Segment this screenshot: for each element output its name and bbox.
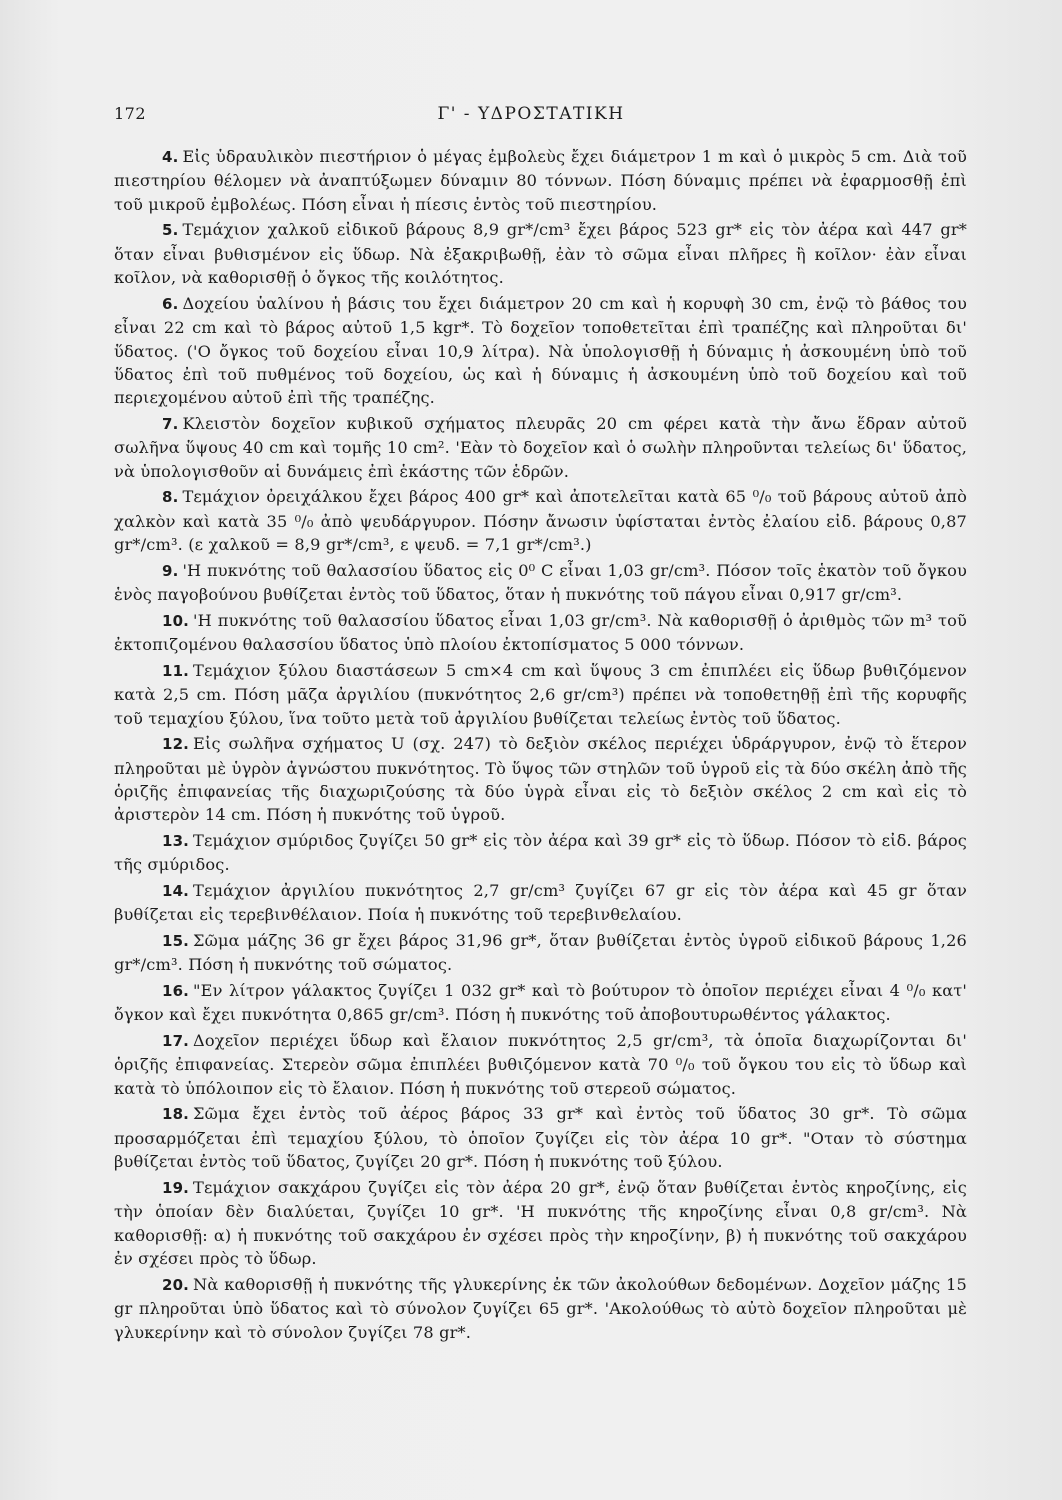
problem-text: Εἰς ὑδραυλικὸν πιεστήριον ὁ μέγας ἐμβολεὺς ἔχει διάμετρον 1 m καὶ ὁ μικρὸς 5 cm. Διὰ τοῦ πιεστηρίου θέλομεν νὰ ἀναπτύξωμεν δύναμιν 80 τόννων. Πόση δύναμις πρέπει νὰ ἐφαρμοσθῇ ἐπὶ τοῦ μικροῦ ἐμβολέως. Πόση εἶναι ἡ πίεσις ἐντὸς τοῦ πιεστηρίου. bbox=[114, 147, 967, 214]
problem-text: Τεμάχιον χαλκοῦ εἰδικοῦ βάρους 8,9 gr*/cm³ ἔχει βάρος 523 gr* εἰς τὸν ἀέρα καὶ 447 gr* ὅταν εἶναι βυθισμένον εἰς ὕδωρ. Νὰ ἐξακριβωθῇ, ἐὰν τὸ σῶμα εἶναι πλῆρες ἢ κοῖλον· ἐὰν εἶναι κοῖλον, νὰ καθορισθῇ ὁ ὄγκος τῆς κοιλότητος. bbox=[114, 220, 967, 288]
problem-number: 15. bbox=[162, 932, 190, 951]
problem-text: 'Η πυκνότης τοῦ θαλασσίου ὕδατος εἰς 0⁰ C εἶναι 1,03 gr/cm³. Πόσον τοῖς ἑκατὸν τοῦ ὄγκου ἑνὸς παγοβούνου βυθίζεται ἐντὸς τοῦ ὕδατος, ὅταν ἡ πυκνότης τοῦ πάγου εἶναι 0,917 gr/cm³. bbox=[114, 560, 967, 605]
problem-number: 9. bbox=[162, 561, 179, 580]
problem-16 bbox=[114, 979, 967, 1027]
problem-text: "Εν λίτρον γάλακτος ζυγίζει 1 032 gr* καὶ τὸ βούτυρον τὸ ὁποῖον περιέχει εἶναι 4 ⁰/₀ κατ' ὄγκον καὶ ἔχει πυκνότητα 0,865 gr/cm³. Πόση ἡ πυκνότης τοῦ ἀποβουτυρωθέντος γάλακτος. bbox=[114, 981, 967, 1025]
problem-text: Σῶμα μάζης 36 gr ἔχει βάρος 31,96 gr*, ὅταν βυθίζεται ἐντὸς ὑγροῦ εἰδικοῦ βάρους 1,26 gr*/cm³. Πόση ἡ πυκνότης τοῦ σώματος. bbox=[114, 931, 967, 975]
problem-text: Τεμάχιον ξύλου διαστάσεων 5 cm×4 cm καὶ ὕψους 3 cm ἐπιπλέει εἰς ὕδωρ βυθιζόμενον κατὰ 2,5 cm. Πόση μᾶζα ἀργιλίου (πυκνότητος 2,6 gr/cm³) πρέπει νὰ τοποθετηθῇ ἐπὶ τῆς κορυφῆς τοῦ τεμαχίου ξύλου, ἵνα τοῦτο μετὰ τοῦ ἀργιλίου βυθίζεται τελείως ἐντὸς τοῦ ὕδατος. bbox=[114, 660, 967, 728]
problem-number: 5. bbox=[162, 221, 179, 240]
problem-text: Σῶμα ἔχει ἐντὸς τοῦ ἀέρος βάρος 33 gr* καὶ ἐντὸς τοῦ ὕδατος 30 gr*. Τὸ σῶμα προσαρμόζεται ἐπὶ τεμαχίου ξύλου, τὸ ὁποῖον ζυγίζει εἰς τὸν ἀέρα 10 gr*. "Οταν τὸ σύστημα βυθίζεται ἐντὸς τοῦ ὕδατος, ζυγίζει 20 gr*. Πόση ἡ πυκνότης τοῦ ξύλου. bbox=[114, 1104, 967, 1172]
problem-number: 19. bbox=[162, 1178, 190, 1197]
problem-text: Τεμάχιον ὀρειχάλκου ἔχει βάρος 400 gr* καὶ ἀποτελεῖται κατὰ 65 ⁰/₀ τοῦ βάρους αὐτοῦ ἀπὸ χαλκὸν καὶ κατὰ 35 ⁰/₀ ἀπὸ ψευδάργυρον. Πόσην ἄνωσιν ὑφίσταται ἐντὸς ἐλαίου εἰδ. βάρους 0,87 gr*/cm³. (ε χαλκοῦ = 8,9 gr*/cm³, ε ψευδ. = 7,1 gr*/cm³.) bbox=[114, 487, 967, 555]
problem-7 bbox=[114, 412, 967, 483]
problem-20 bbox=[114, 1273, 967, 1344]
problem-6 bbox=[114, 292, 967, 410]
problem-text: Δοχείου ὑαλίνου ἡ βάσις του ἔχει διάμετρον 20 cm καὶ ἡ κορυφὴ 30 cm, ἐνῷ τὸ βάθος του εἶναι 22 cm καὶ τὸ βάρος αὐτοῦ 1,5 kgr*. Τὸ δοχεῖον τοποθετεῖται ἐπὶ τραπέζης καὶ πληροῦται δι' ὕδατος. ('Ο ὄγκος τοῦ δοχείου εἶναι 10,9 λίτρα). Νὰ ὑπολογισθῇ ἡ δύναμις ἡ ἀσκουμένη ὑπὸ τοῦ ὕδατος ἐπὶ τοῦ πυθμένος τοῦ δοχείου, ὡς καὶ ἡ δύναμις ἡ ἀσκουμένη ὑπὸ τοῦ δοχείου καὶ τοῦ περιεχομένου αὐτοῦ ἐπὶ τῆς τραπέζης. bbox=[114, 293, 967, 408]
problem-number: 17. bbox=[162, 1032, 190, 1051]
problem-text: Εἰς σωλῆνα σχήματος U (σχ. 247) τὸ δεξιὸν σκέλος περιέχει ὑδράργυρον, ἐνῷ τὸ ἕτερον πληροῦται μὲ ὑγρὸν ἀγνώστου πυκνότητος. Τὸ ὕψος τῶν στηλῶν τοῦ ὑγροῦ εἰς τὰ δύο σκέλη ἀπὸ τῆς ὁριζῆς ἐπιφανείας τῆς διαχωριζούσης τὰ δύο ὑγρὰ εἶναι εἰς τὸ δεξιὸν σκέλος 2 cm καὶ εἰς τὸ ἀριστερὸν 14 cm. Πόση ἡ πυκνότης τοῦ ὑγροῦ. bbox=[114, 734, 967, 825]
problem-18 bbox=[114, 1102, 967, 1173]
problem-number: 20. bbox=[162, 1275, 190, 1294]
running-head: Γ' - ΥΔΡΟΣΤΑΤΙΚΗ bbox=[437, 104, 625, 124]
problem-10 bbox=[114, 609, 967, 657]
problem-number: 4. bbox=[162, 148, 179, 166]
problem-5 bbox=[114, 218, 967, 289]
problem-13 bbox=[114, 829, 967, 877]
problem-15 bbox=[114, 929, 967, 977]
problem-9 bbox=[114, 559, 967, 607]
problem-text: 'Η πυκνότης τοῦ θαλασσίου ὕδατος εἶναι 1,03 gr/cm³. Νὰ καθορισθῇ ὁ ἀριθμὸς τῶν m³ τοῦ ἐκτοπιζομένου θαλασσίου ὕδατος ὑπὸ πλοίου ἐκτοπίσματος 5 000 τόννων. bbox=[114, 610, 967, 655]
problem-17 bbox=[114, 1029, 967, 1100]
problem-11 bbox=[114, 659, 967, 730]
problem-number: 12. bbox=[162, 735, 190, 754]
problem-number: 7. bbox=[162, 415, 179, 434]
problem-4 bbox=[114, 145, 967, 216]
problem-number: 11. bbox=[162, 661, 190, 680]
problem-number: 13. bbox=[162, 832, 190, 851]
problem-8 bbox=[114, 485, 967, 556]
problem-text: Τεμάχιον ἀργιλίου πυκνότητος 2,7 gr/cm³ ζυγίζει 67 gr εἰς τὸν ἀέρα καὶ 45 gr ὅταν βυθίζεται εἰς τερεβινθέλαιον. Ποία ἡ πυκνότης τοῦ τερεβινθελαίου. bbox=[114, 881, 967, 925]
problem-number: 10. bbox=[162, 611, 190, 630]
problem-number: 6. bbox=[162, 294, 179, 313]
problem-number: 18. bbox=[162, 1105, 190, 1124]
problem-text: Τεμάχιον σακχάρου ζυγίζει εἰς τὸν ἀέρα 20 gr*, ἐνῷ ὅταν βυθίζεται ἐντὸς κηροζίνης, εἰς τὴν ὁποίαν δὲν διαλύεται, ζυγίζει 10 gr*. 'Η πυκνότης τῆς κηροζίνης εἶναι 0,8 gr/cm³. Νὰ καθορισθῇ: α) ἡ πυκνότης τοῦ σακχάρου ἐν σχέσει πρὸς τὴν κηροζίνην, β) ἡ πυκνότης τοῦ σακχάρου ἐν σχέσει πρὸς τὸ ὕδωρ. bbox=[114, 1177, 967, 1269]
page-number: 172 bbox=[114, 104, 147, 123]
problem-text: Κλειστὸν δοχεῖον κυβικοῦ σχήματος πλευρᾶς 20 cm φέρει κατὰ τὴν ἄνω ἕδραν αὐτοῦ σωλῆνα ὕψους 40 cm καὶ τομῆς 10 cm². 'Εὰν τὸ δοχεῖον καὶ ὁ σωλὴν πληροῦνται τελείως δι' ὕδατος, νὰ ὑπολογισθοῦν αἱ δυνάμεις ἐπὶ ἑκάστης τῶν ἑδρῶν. bbox=[114, 414, 967, 481]
problem-list bbox=[114, 145, 967, 1346]
problem-text: Δοχεῖον περιέχει ὕδωρ καὶ ἔλαιον πυκνότητος 2,5 gr/cm³, τὰ ὁποῖα διαχωρίζονται δι' ὁριζῆς ἐπιφανείας. Στερεὸν σῶμα ἐπιπλέει βυθιζόμενον κατὰ 70 ⁰/₀ τοῦ ὄγκου του εἰς τὸ ὕδωρ καὶ κατὰ τὸ ὑπόλοιπον εἰς τὸ ἔλαιον. Πόση ἡ πυκνότης τοῦ στερεοῦ σώματος. bbox=[114, 1031, 967, 1098]
problem-number: 8. bbox=[162, 488, 179, 507]
problem-19 bbox=[114, 1176, 967, 1271]
problem-text: Τεμάχιον σμύριδος ζυγίζει 50 gr* εἰς τὸν ἀέρα καὶ 39 gr* εἰς τὸ ὕδωρ. Πόσον τὸ εἰδ. βάρος τῆς σμύριδος. bbox=[114, 831, 967, 875]
problem-number: 16. bbox=[162, 982, 190, 1001]
problem-text: Νὰ καθορισθῇ ἡ πυκνότης τῆς γλυκερίνης ἐκ τῶν ἀκολούθων δεδομένων. Δοχεῖον μάζης 15 gr πληροῦται ὑπὸ ὕδατος καὶ τὸ σύνολον ζυγίζει 65 gr*. 'Ακολούθως τὸ αὐτὸ δοχεῖον πληροῦται μὲ γλυκερίνην καὶ τὸ σύνολον ζυγίζει 78 gr*. bbox=[114, 1274, 967, 1342]
problem-12 bbox=[114, 732, 967, 827]
problem-number: 14. bbox=[162, 882, 190, 901]
problem-14 bbox=[114, 879, 967, 927]
